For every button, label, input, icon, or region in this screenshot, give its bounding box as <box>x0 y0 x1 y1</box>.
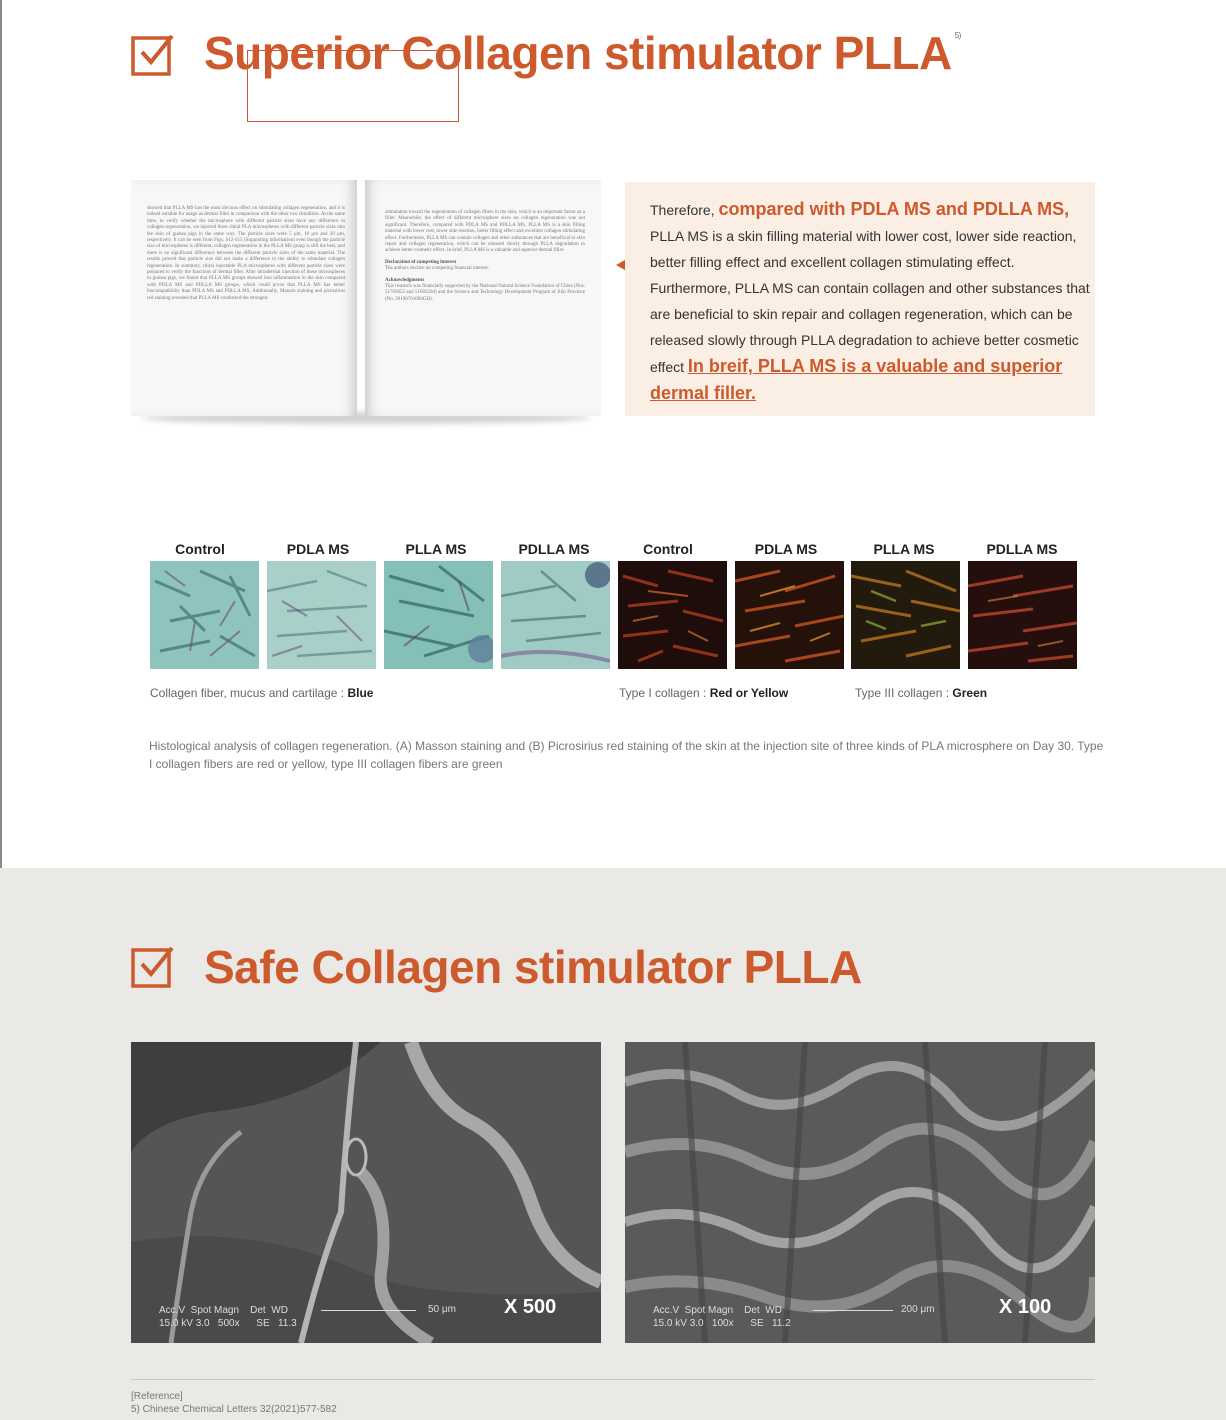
section-title: Superior Collagen stimulator PLLA $^{5)}$ <box>204 27 961 79</box>
panel-label-control-b: Control <box>643 541 693 557</box>
reference-text: 5) Chinese Chemical Letters 32(2021)577-582 <box>131 1404 337 1415</box>
panel-label-pdla-a: PDLA MS <box>286 541 350 557</box>
book-left-text: showed that PLLA MS has the most obvious effect on stimulating collagen regeneration, and it is indeed suitable for usage as dermal filler in comparison with the other two chiralities. At the same time, to verify whether the microsphere with different particle sizes have any difference in collagen regeneration, we injected three chiral PLA microspheres with different particle sizes into the skin of guinea pigs in the same way. The particle sizes were 5 μm, 10 μm and 20 μm, respectively. It can be seen from Figs. S12-S15 (Supporting information) even though the particle size of microspheres is different, collagen regeneration in the PLLA MS group is still the best, and there is no significant difference between the different particle sizes of the same material. The results proved that particle size did not make a difference to the ability to stimulate collagen regeneration. In summary, chiral injectable PLA microspheres with different particle sizes were prepared to verify the functions of dermal filler. After intradermal injection of these microspheres in guinea pigs, we found that PLLA MS groups showed less inflammation in the skin compared with PDLA MS and PDLLA MS groups, which could prove that PLLA MS has better biocompatibility than PDLA MS and PDLLA MS. Additionally, Masson staining and picrosirius red staining revealed that PLLA MS conducted the strongest <box>147 206 345 301</box>
checkbox-icon <box>131 944 175 988</box>
panel-label-control-a: Control <box>175 541 225 557</box>
scale-label: 200 μm <box>901 1304 935 1315</box>
sem-meta-100: Acc.V Spot Magn Det WD 15.0 kV 3.0 100x SE 11.2 <box>653 1305 791 1329</box>
callout-text: Therefore, compared with PDLA MS and PDLLA MS, PLLA MS is a skin filling material with lower cost, lower side reaction, better filling effect and excellent collagen stimulating effect. Furthermore, PLLA MS can contain collagen and other substances that are beneficial to skin repair and collagen regeneration, which can be released slowly through PLLA degradation to achieve better cosmetic effect In breif, PLLA MS is a valuable and superior dermal filler. <box>650 199 1090 403</box>
panel-label-pdlla-b: PDLLA MS <box>986 541 1058 557</box>
sem-image-500x <box>131 1042 601 1343</box>
book-right-text: stimulation toward the regeneration of collagen fibers in the skin, which is an important factor as a filler. Meanwhile, the effect of different microsphere sizes on collagen regeneration was not significant. Therefore, compared with PDLA MS and PDLLA MS, PLLA MS is a skin filling material with lower cost, lower side reaction, better filling effect and excellent collagen stimulating effect. Furthermore, PLLA MS can contain collagen and other substances that are beneficial to skin repair and collagen regeneration, which can be released slowly through PLLA degradation to achieve better cosmetic effect. In brief, PLLA MS is a valuable and superior dermal filler. <box>385 210 585 254</box>
paper-book-image <box>131 180 601 428</box>
figure-caption: Histological analysis of collagen regeneration. (A) Masson staining and (B) Picrosirius red staining of the skin at the injection site of three kinds of PLA microsphere on Day 30. Type I collagen fibers are red or yellow, type III collagen fibers are green <box>149 739 1104 771</box>
scale-bar <box>813 1310 893 1311</box>
legend-red-yellow: Type I collagen : Red or Yellow <box>619 686 789 700</box>
sem-meta-500: Acc.V Spot Magn Det WD 15.0 kV 3.0 500x SE 11.3 <box>159 1305 297 1329</box>
reference-divider <box>131 1379 1095 1380</box>
panel-label-plla-b: PLLA MS <box>873 541 935 557</box>
callout-highlight-2: In breif, PLLA MS is a valuable and superior dermal filler. <box>650 356 1063 403</box>
book-right-page <box>365 180 601 416</box>
panel-label-plla-a: PLLA MS <box>405 541 467 557</box>
legend-green: Type III collagen : Green <box>855 686 988 700</box>
magnification-label: X 100 <box>999 1296 1052 1318</box>
picrosirius-pdlla-image <box>968 561 1077 669</box>
masson-stain-control-image <box>150 561 259 669</box>
panel-label-pdlla-a: PDLLA MS <box>518 541 590 557</box>
scale-bar <box>321 1310 416 1311</box>
picrosirius-plla-image <box>851 561 960 669</box>
footnote-ref: 5) <box>954 31 961 40</box>
sem-image-100x <box>625 1042 1095 1343</box>
scale-label: 50 μm <box>428 1304 456 1315</box>
book-text-competing: The authors declare no competing financial interest. <box>385 266 489 272</box>
magnification-label: X 500 <box>504 1296 557 1318</box>
book-heading-ack: Acknowledgments <box>385 277 425 283</box>
reference-label: [Reference] <box>131 1391 183 1402</box>
book-heading-competing: Declaration of competing interest <box>385 259 457 265</box>
panel-label-pdla-b: PDLA MS <box>754 541 818 557</box>
pointer-arrow-icon <box>616 260 625 270</box>
section-title-safe: Safe Collagen stimulator PLLA <box>204 941 862 993</box>
masson-stain-pdlla-image <box>501 561 610 669</box>
legend-blue: Collagen fiber, mucus and cartilage : Blue <box>150 686 374 700</box>
checkbox-icon <box>131 32 175 76</box>
book-text-ack: This research was financially supported by the National Natural Science Foundation of China (Nos. 51703052 and 51603204) and the Science and Technology Development Program of Jilin Province (No. 20190701004GH). <box>385 284 585 302</box>
picrosirius-pdla-image <box>735 561 844 669</box>
masson-stain-plla-image <box>384 561 493 669</box>
book-left-page <box>131 180 357 416</box>
book-right-content <box>385 210 585 303</box>
picrosirius-control-image <box>618 561 727 669</box>
highlight-box <box>247 50 459 122</box>
left-edge-line <box>0 0 2 868</box>
reference-block <box>131 1390 337 1416</box>
masson-stain-pdla-image <box>267 561 376 669</box>
callout-box <box>625 182 1095 416</box>
callout-highlight-1: compared with PDLA MS and PDLLA MS, <box>718 199 1070 219</box>
